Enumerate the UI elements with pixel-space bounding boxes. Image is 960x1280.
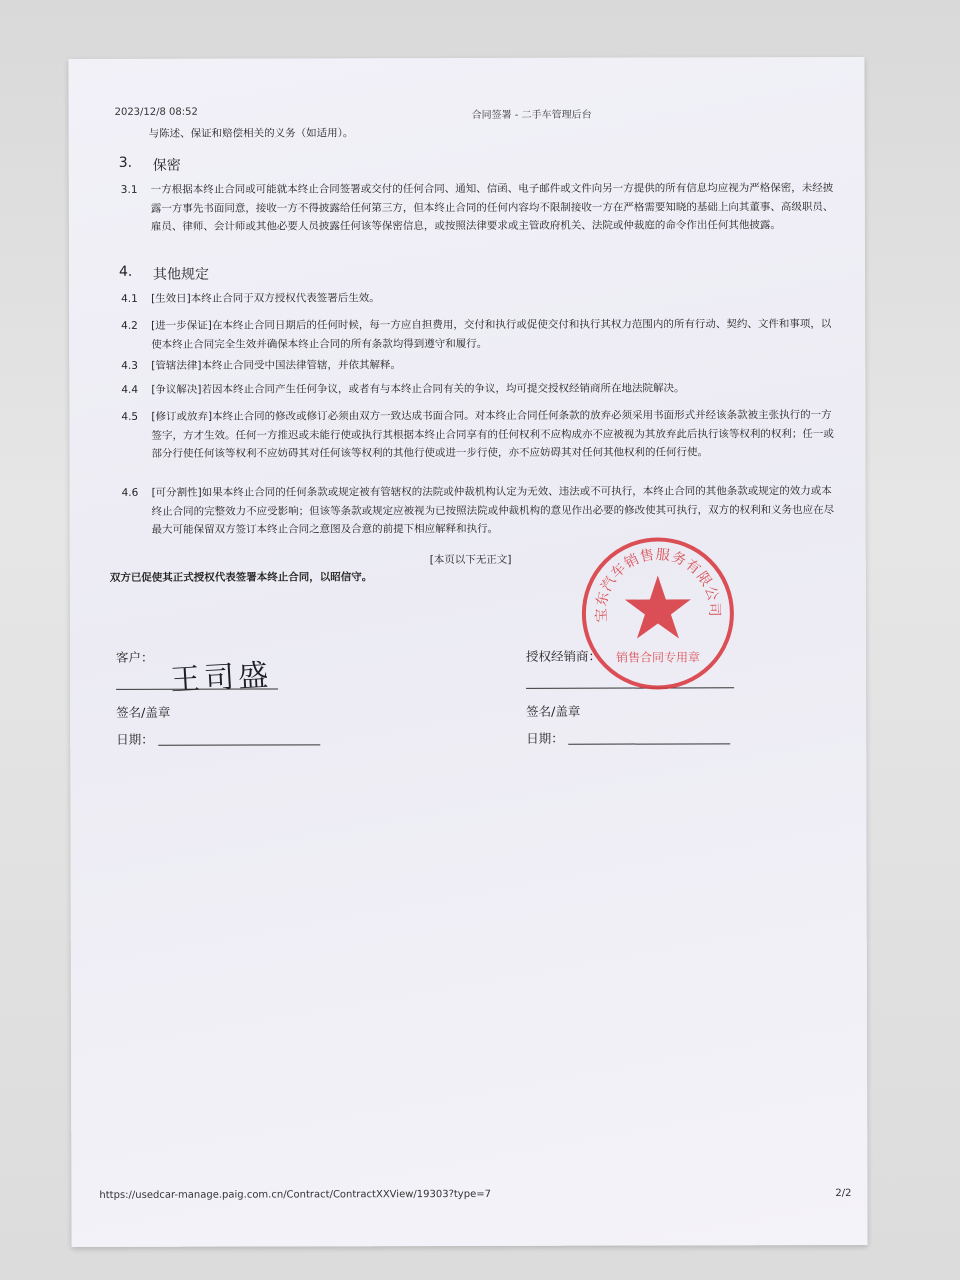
clause-text: [生效日]本终止合同于双方授权代表签署后生效。: [151, 292, 380, 305]
intro-line: 与陈述、保证和赔偿相关的义务（如适用）。: [148, 127, 354, 140]
clause-4-6: [122, 482, 842, 539]
clause-number: 4.3: [121, 359, 138, 372]
footer-url: https://usedcar-manage.paig.com.cn/Contract/ContractXXView/19303?type=7: [99, 1188, 491, 1201]
clause-number: 4.2: [121, 319, 138, 332]
clause-4-1: [121, 288, 841, 308]
clause-4-5: [121, 406, 841, 463]
print-datetime: 2023/12/8 08:52: [114, 106, 198, 118]
dealer-label: 授权经销商：: [525, 648, 602, 664]
section-4-number: 4.: [118, 263, 133, 280]
witness-line: 双方已促使其正式授权代表签署本终止合同，以昭信守。: [109, 571, 373, 584]
clause-4-2: [121, 315, 841, 354]
clause-number: 4.5: [121, 410, 139, 423]
clause-text: [管辖法律]本终止合同受中国法律管辖，并依其解释。: [151, 359, 401, 372]
customer-date-line: [158, 744, 320, 745]
seal-star-icon: [625, 575, 691, 638]
clause-number: 4.6: [121, 486, 139, 499]
customer-date-label: 日期：: [116, 731, 154, 747]
section-3-title: 保密: [152, 157, 181, 174]
dealer-date-label: 日期：: [526, 730, 564, 746]
seal-outer-text: 宝东汽车销售服务有限公司: [593, 546, 723, 623]
clause-4-4: [121, 379, 841, 399]
dealer-sign-seal-label: 签名/盖章: [526, 703, 581, 719]
clause-text: 一方根据本终止合同或可能就本终止合同签署或交付的任何合同、通知、信函、电子邮件或文件向另一方提供的所有信息均应视为严格保密，未经披露一方事先书面同意，接收一方不得披露给任何第三方，但本终止合同的任何内容均不限制接收一方在严格需要知晓的基础上向其董事、高级职员、雇员、律师、会计师或其他必要人员披露任何该等保密信息，或按照法律要求或主管政府机关、法院或仲裁庭的命令作出任何其他披露。: [150, 182, 834, 233]
customer-handwritten-signature: 王司盛: [169, 657, 274, 699]
no-text-below-note: [本页以下无正文]: [429, 553, 512, 567]
clause-text: [可分割性]如果本终止合同的任何条款或规定被有管辖权的法院或仲裁机构认定为无效、违法或不可执行，本终止合同的其他条款或规定的效力或本终止合同的完整效力不应受影响；但该等条款或规定应被视为已按照法院或仲裁机构的意见作出必要的修改使其可执行，双方的权利和义务也应在尽最大可能保留双方签订本终止合同之意图及合意的前提下相应解释和执行。: [151, 485, 835, 536]
customer-label: 客户：: [115, 649, 154, 665]
clause-text: [修订或放弃]本终止合同的修改或修订必须由双方一致达成书面合同。对本终止合同任何条款的放弃必须采用书面形式并经该条款被主张执行的一方签字，方才生效。任何一方推迟或未能行使或执行其根据本终止合同享有的任何权利不应构成亦不应被视为其放弃此后执行该等权利的权利；任一或部分行使任何该等权利不应妨碍其对任何该等权利的其他行使或进一步行使，亦不应妨碍其对任何其他权利的任何行使。: [151, 409, 834, 460]
print-title: 合同签署 - 二手车管理后台: [471, 109, 592, 121]
document-page: [68, 57, 867, 1247]
clause-text: [争议解决]若因本终止合同产生任何争议，或者有与本终止合同有关的争议，均可提交授权经销商所在地法院解决。: [151, 382, 685, 396]
company-seal-stamp: [578, 533, 738, 693]
clause-3-1: [121, 179, 841, 236]
dealer-date-line: [568, 743, 730, 744]
clause-text: [进一步保证]在本终止合同日期后的任何时候，每一方应自担费用，交付和执行或促使交付和执行其权力范围内的所有行动、契约、文件和事项，以使本终止合同完全生效并确保本终止合同的所有条款均得到遵守和履行。: [151, 318, 832, 351]
clause-number: 4.4: [121, 383, 139, 396]
seal-inner-text: 销售合同专用章: [615, 650, 701, 665]
page-number: 2/2: [835, 1187, 852, 1200]
customer-sign-seal-label: 签名/盖章: [116, 704, 171, 720]
clause-4-3: [121, 355, 841, 375]
section-4-title: 其他规定: [152, 266, 210, 283]
section-3-number: 3.: [118, 154, 133, 171]
clause-number: 4.1: [121, 292, 138, 305]
clause-number: 3.1: [120, 183, 138, 196]
